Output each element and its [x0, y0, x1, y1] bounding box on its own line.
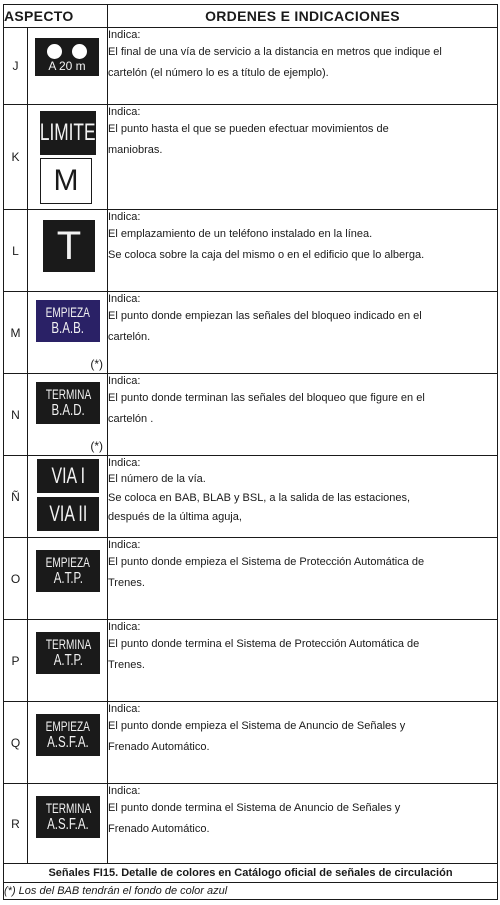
sign-text: VIA II	[49, 501, 87, 526]
aspect-cell	[28, 620, 108, 702]
row-letter: Ñ	[4, 456, 28, 538]
sign-limit-bottom	[40, 158, 92, 204]
description-line: El punto donde termina el Sistema de Protección Automática de	[108, 638, 420, 650]
sign-start-atp	[36, 550, 100, 592]
row-letter: O	[4, 538, 28, 620]
description-line: Indica:	[108, 106, 141, 118]
row-letter: M	[4, 292, 28, 374]
aspect-cell	[28, 105, 108, 210]
table-row	[4, 456, 498, 538]
sign-text: EMPIEZA	[45, 304, 91, 320]
description-line: El punto donde empiezan las señales del bloqueo indicado en el	[108, 310, 422, 322]
white-dot-icon	[47, 44, 62, 59]
description-cell	[108, 210, 498, 292]
sign-start-asfa	[36, 714, 100, 756]
asterisk-note: (*)	[90, 357, 103, 371]
description-line: Frenado Automático.	[108, 823, 210, 835]
description-cell	[108, 702, 498, 784]
description-line: Indica:	[108, 29, 141, 41]
description-line: El punto donde empieza el Sistema de Anuncio de Señales y	[108, 720, 406, 732]
description-line: Frenado Automático.	[108, 741, 210, 753]
sign-text: A 20 m	[48, 58, 86, 73]
description-line: El punto donde terminan las señales del bloqueo que figure en el	[108, 392, 425, 404]
note-row	[4, 883, 498, 900]
sign-service-track-end	[35, 38, 99, 76]
sign-text: EMPIEZA	[45, 718, 91, 734]
white-dot-icon	[72, 44, 87, 59]
description-line: El final de una vía de servicio a la distancia en metros que indique el	[108, 46, 442, 58]
description-line: Se coloca sobre la caja del mismo o en el edificio que lo alberga.	[108, 249, 425, 261]
description-cell	[108, 374, 498, 456]
description-cell	[108, 620, 498, 702]
sign-text: M	[53, 164, 79, 197]
description-line: El punto donde termina el Sistema de Anuncio de Señales y	[108, 802, 401, 814]
table-row	[4, 210, 498, 292]
description-line: Indica:	[108, 703, 141, 715]
aspect-cell	[28, 374, 108, 456]
description-line: El emplazamiento de un teléfono instalado en la línea.	[108, 228, 373, 240]
table-row	[4, 292, 498, 374]
sign-text: A.T.P.	[53, 652, 83, 669]
sign-text: B.A.D.	[51, 402, 85, 419]
sign-telephone	[43, 220, 95, 272]
row-letter: P	[4, 620, 28, 702]
aspect-cell	[28, 538, 108, 620]
row-letter: L	[4, 210, 28, 292]
description-line: maniobras.	[108, 144, 163, 156]
sign-text: A.S.F.A.	[47, 734, 89, 751]
sign-track-one	[37, 459, 99, 493]
aspect-cell	[28, 456, 108, 538]
table-row	[4, 105, 498, 210]
description-cell	[108, 784, 498, 864]
description-cell	[108, 538, 498, 620]
description-line: Indica:	[108, 539, 141, 551]
table-footer: Señales FI15. Detalle de colores en Catálogo oficial de señales de circulación	[4, 864, 498, 883]
aspect-cell	[28, 292, 108, 374]
signals-table	[3, 4, 498, 900]
row-letter: Q	[4, 702, 28, 784]
sign-end-asfa	[36, 796, 100, 838]
description-cell	[108, 28, 498, 105]
row-letter: N	[4, 374, 28, 456]
asterisk-note: (*)	[90, 439, 103, 453]
description-line: cartelón (el número lo es a título de ejemplo).	[108, 67, 329, 79]
description-line: cartelón.	[108, 331, 151, 343]
sign-limit-top	[40, 111, 96, 155]
description-line: El punto hasta el que se pueden efectuar movimientos de	[108, 123, 389, 135]
description-line: Trenes.	[108, 577, 145, 589]
aspect-cell	[28, 784, 108, 864]
sign-end-atp	[36, 632, 100, 674]
sign-start-bab	[36, 300, 100, 342]
header-aspect: ASPECTO	[4, 5, 108, 28]
sign-text: A.T.P.	[53, 570, 83, 587]
aspect-cell	[28, 210, 108, 292]
sign-text: EMPIEZA	[45, 554, 91, 570]
description-line: El número de la vía.	[108, 473, 206, 485]
description-line: después de la última aguja,	[108, 511, 242, 523]
row-letter: K	[4, 105, 28, 210]
description-line: Trenes.	[108, 659, 145, 671]
description-cell	[108, 292, 498, 374]
description-line: cartelón .	[108, 413, 154, 425]
sign-text: T	[56, 223, 82, 268]
description-line: Indica:	[108, 621, 141, 633]
sign-end-bad	[36, 382, 100, 424]
footer-row	[4, 864, 498, 883]
table-row	[4, 28, 498, 105]
table-row	[4, 374, 498, 456]
row-letter: R	[4, 784, 28, 864]
table-row	[4, 702, 498, 784]
description-line: Indica:	[108, 785, 141, 797]
aspect-cell	[28, 702, 108, 784]
description-cell	[108, 105, 498, 210]
table-note: (*) Los del BAB tendrán el fondo de color azul	[4, 883, 498, 900]
table-row	[4, 620, 498, 702]
description-line: Indica:	[108, 211, 141, 223]
sign-text: LIMITE	[40, 119, 96, 146]
description-line: Indica:	[108, 293, 141, 305]
aspect-cell	[28, 28, 108, 105]
table-row	[4, 784, 498, 864]
table-header-row	[4, 5, 498, 28]
description-line: Indica:	[108, 457, 141, 469]
sign-text: TERMINA	[45, 386, 91, 402]
sign-text: VIA I	[51, 463, 85, 488]
description-line: Indica:	[108, 375, 141, 387]
sign-text: A.S.F.A.	[47, 816, 89, 833]
description-line: Se coloca en BAB, BLAB y BSL, a la salida de las estaciones,	[108, 492, 411, 504]
sign-text: B.A.B.	[51, 320, 85, 337]
description-line: El punto donde empieza el Sistema de Protección Automática de	[108, 556, 425, 568]
sign-text: TERMINA	[45, 636, 91, 652]
sign-track-two	[37, 497, 99, 531]
sign-text: TERMINA	[45, 800, 91, 816]
table-row	[4, 538, 498, 620]
header-orders: ORDENES E INDICACIONES	[108, 5, 498, 28]
description-cell	[108, 456, 498, 538]
row-letter: J	[4, 28, 28, 105]
